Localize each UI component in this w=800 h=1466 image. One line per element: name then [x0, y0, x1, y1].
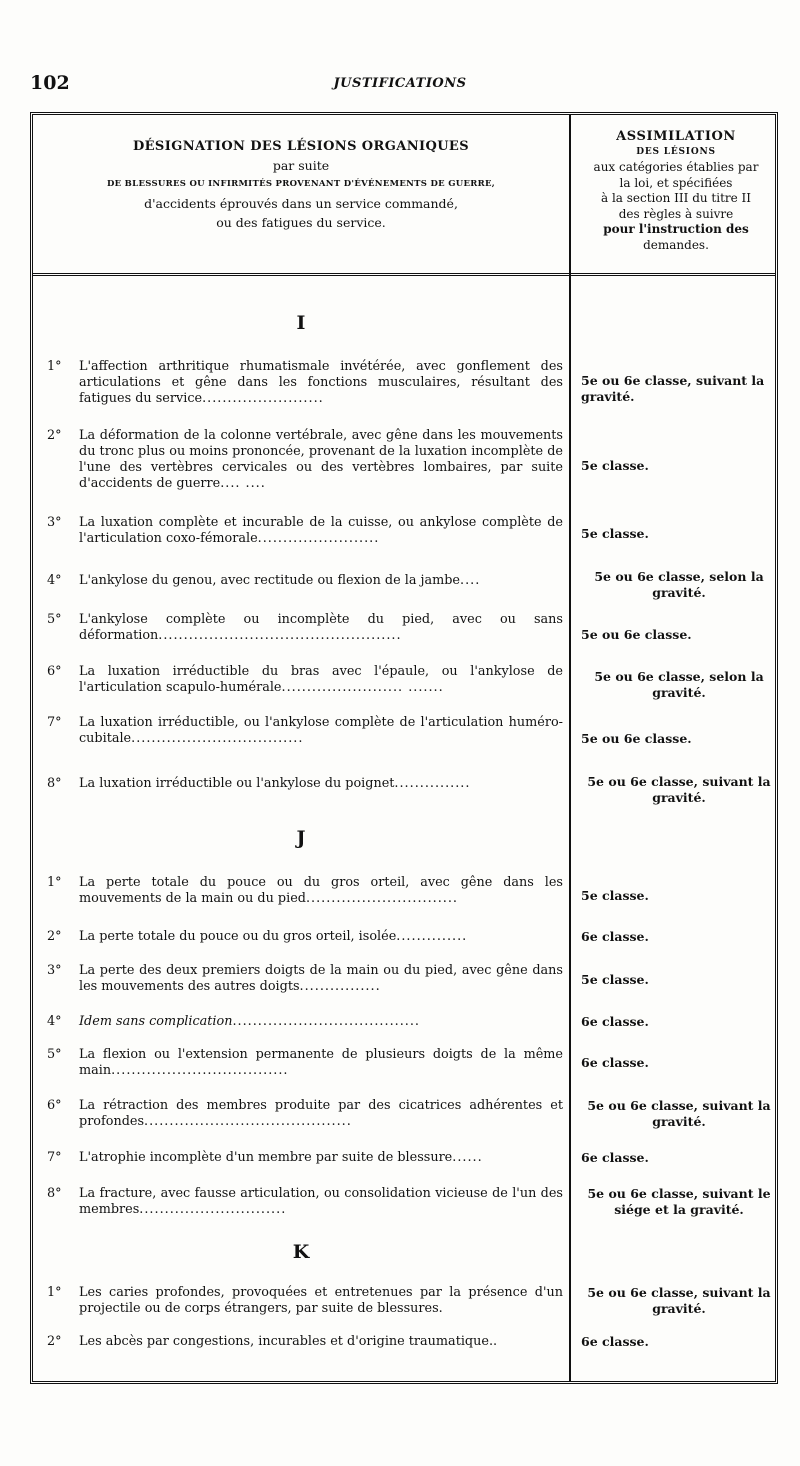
item-text: La perte totale du pouce ou du gros orteil, isolée: [79, 929, 397, 944]
item-class: 5e ou 6e classe, suivant la gravité.: [587, 774, 771, 805]
item-class: 6e classe.: [581, 1055, 649, 1070]
item-number: 6°: [47, 664, 62, 679]
item-text: L'ankylose complète ou incomplète du pied, avec ou sans déformation: [79, 612, 563, 643]
item-text: L'affection arthritique rhumatismale invétérée, avec gonflement des articulations et gêne dans les fonctions musculaires, résultant des fatigues du service: [79, 359, 563, 406]
header-left-line5: ou des fatigues du service.: [216, 215, 386, 230]
header-left-line3: DE BLESSURES OU INFIRMITÉS PROVENANT D'ÉVÉNEMENTS DE GUERRE,: [106, 179, 496, 189]
item-class: 5e ou 6e classe, suivant la gravité.: [587, 1098, 771, 1129]
list-item: 4° L'ankylose du genou, avec rectitude ou flexion de la jambe....: [47, 573, 481, 588]
item-text: La luxation irréductible ou l'ankylose du poignet: [79, 776, 395, 791]
header-right-line8: demandes.: [643, 237, 709, 252]
list-item: 8° La fracture, avec fausse articulation, ou consolidation vicieuse de l'un des membres.............................: [47, 1186, 563, 1217]
item-text: La luxation irréductible, ou l'ankylose complète de l'articulation huméro-cubitale: [79, 715, 563, 746]
header-right-line1: ASSIMILATION: [616, 129, 736, 144]
item-number: 7°: [47, 1150, 62, 1165]
header-left-line1: DÉSIGNATION DES LÉSIONS ORGANIQUES: [132, 139, 470, 154]
item-number: 8°: [47, 776, 62, 791]
list-item: 7° La luxation irréductible, ou l'ankylose complète de l'articulation huméro-cubitale..................................: [47, 715, 563, 746]
item-text: La perte des deux premiers doigts de la main ou du pied, avec gêne dans les mouvements des autres doigts: [79, 963, 563, 994]
list-item: 3° La perte des deux premiers doigts de la main ou du pied, avec gêne dans les mouvements des autres doigts................: [47, 963, 563, 994]
item-number: 8°: [47, 1186, 62, 1201]
item-text: Idem sans complication: [79, 1014, 233, 1029]
section-letter: I: [296, 312, 306, 334]
header-right-line4: la loi, et spécifiées: [619, 175, 733, 190]
list-item: 1° La perte totale du pouce ou du gros orteil, avec gêne dans les mouvements de la main ou du pied..............................: [47, 875, 563, 906]
header-assimilation: [573, 129, 779, 253]
item-text: L'ankylose du genou, avec rectitude ou flexion de la jambe: [79, 573, 461, 588]
item-class: 5e classe.: [581, 458, 649, 473]
list-item: 2° Les abcès par congestions, incurables et d'origine traumatique..: [47, 1334, 498, 1349]
item-class: 5e ou 6e classe, suivant la gravité.: [581, 373, 765, 404]
header-rule: [33, 273, 775, 276]
item-class: 5e ou 6e classe.: [581, 731, 692, 746]
header-left-line2: par suite: [272, 158, 330, 173]
list-item: 4° Idem sans complication.....................................: [47, 1014, 420, 1029]
list-item: 1° L'affection arthritique rhumatismale invétérée, avec gonflement des articulations et gêne dans les fonctions musculaires, résultant des fatigues du service........................: [47, 359, 563, 406]
item-number: 3°: [47, 515, 62, 530]
header-right-line6: des règles à suivre: [618, 206, 734, 221]
item-class: 6e classe.: [581, 1014, 649, 1029]
header-right-line7: pour l'instruction des: [603, 222, 749, 236]
item-number: 4°: [47, 573, 62, 588]
list-item: 7° L'atrophie incomplète d'un membre par suite de blessure......: [47, 1150, 483, 1165]
item-class: 5e classe.: [581, 972, 649, 987]
item-class: 5e ou 6e classe, suivant la gravité.: [587, 1285, 771, 1316]
list-item: 2° La perte totale du pouce ou du gros orteil, isolée..............: [47, 929, 468, 944]
header-designation: [39, 137, 563, 232]
item-class: 5e ou 6e classe, suivant le siége et la gravité.: [587, 1186, 771, 1217]
list-item: 6° La rétraction des membres produite par des cicatrices adhérentes et profondes.........................................: [47, 1098, 563, 1129]
list-item: 3° La luxation complète et incurable de la cuisse, ou ankylose complète de l'articulation coxo-fémorale........................: [47, 515, 563, 546]
item-number: 1°: [47, 1285, 62, 1300]
item-class: 5e classe.: [581, 888, 649, 903]
list-item: 2° La déformation de la colonne vertébrale, avec gêne dans les mouvements du tronc plus ou moins prononcée, provenant de la luxation incomplète de l'une des vertèbres cervicales ou des vertèbres lombaires, par suite d'accidents de guerre.... ....: [47, 428, 563, 491]
list-item: 1° Les caries profondes, provoquées et entretenues par la présence d'un projectile ou de corps étrangers, par suite de blessures.: [47, 1285, 563, 1316]
list-item: 6° La luxation irréductible du bras avec l'épaule, ou l'ankylose de l'articulation scapulo-humérale........................ .......: [47, 664, 563, 695]
item-text: Les caries profondes, provoquées et entretenues par la présence d'un projectile ou de corps étrangers, par suite de blessures: [79, 1285, 563, 1316]
running-head: JUSTIFICATIONS: [333, 76, 467, 91]
header-left-line4: d'accidents éprouvés dans un service commandé,: [144, 196, 458, 211]
item-class: 6e classe.: [581, 1150, 649, 1165]
item-number: 5°: [47, 612, 62, 627]
list-item: 5° L'ankylose complète ou incomplète du pied, avec ou sans déformation................................................: [47, 612, 563, 643]
item-number: 6°: [47, 1098, 62, 1113]
item-text: La déformation de la colonne vertébrale, avec gêne dans les mouvements du tronc plus ou moins prononcée, provenant de la luxation incomplète de l'une des vertèbres cervicales ou des vertèbres lombaires, par suite d'accidents de guerre: [79, 428, 563, 491]
item-number: 5°: [47, 1047, 62, 1062]
item-text: Les abcès par congestions, incurables et d'origine traumatique: [79, 1334, 489, 1349]
column-divider: [569, 115, 571, 1381]
item-class: 6e classe.: [581, 929, 649, 944]
page-number: 102: [30, 72, 70, 94]
item-number: 3°: [47, 963, 62, 978]
item-text: La fracture, avec fausse articulation, ou consolidation vicieuse de l'un des membres: [79, 1186, 563, 1217]
item-text: La rétraction des membres produite par des cicatrices adhérentes et profondes: [79, 1098, 563, 1129]
item-class: 6e classe.: [581, 1334, 649, 1349]
item-text: La perte totale du pouce ou du gros orteil, avec gêne dans les mouvements de la main ou du pied: [79, 875, 563, 906]
item-number: 2°: [47, 1334, 62, 1349]
item-number: 1°: [47, 359, 62, 374]
item-text: La flexion ou l'extension permanente de plusieurs doigts de la même main: [79, 1047, 563, 1078]
item-number: 2°: [47, 428, 62, 443]
item-text: La luxation complète et incurable de la cuisse, ou ankylose complète de l'articulation coxo-fémorale: [79, 515, 563, 546]
header-right-line5: à la section III du titre II: [600, 191, 752, 205]
item-number: 4°: [47, 1014, 62, 1029]
item-number: 7°: [47, 715, 62, 730]
item-class: 5e ou 6e classe, selon la gravité.: [594, 669, 764, 700]
list-item: 5° La flexion ou l'extension permanente de plusieurs doigts de la même main...................................: [47, 1047, 563, 1078]
item-number: 2°: [47, 929, 62, 944]
item-text: La luxation irréductible du bras avec l'épaule, ou l'ankylose de l'articulation scapulo-humérale: [79, 664, 563, 695]
item-class: 5e ou 6e classe.: [581, 627, 692, 642]
item-class: 5e ou 6e classe, selon la gravité.: [594, 569, 764, 600]
lesions-table: [30, 112, 778, 1384]
section-letter: J: [296, 827, 306, 849]
item-text: L'atrophie incomplète d'un membre par suite de blessure: [79, 1150, 453, 1165]
list-item: 8° La luxation irréductible ou l'ankylose du poignet...............: [47, 776, 471, 791]
section-letter: K: [292, 1241, 310, 1263]
item-class: 5e classe.: [581, 526, 649, 541]
item-number: 1°: [47, 875, 62, 890]
header-right-line3: aux catégories établies par: [593, 160, 759, 174]
header-right-line2: DES LÉSIONS: [636, 146, 716, 157]
